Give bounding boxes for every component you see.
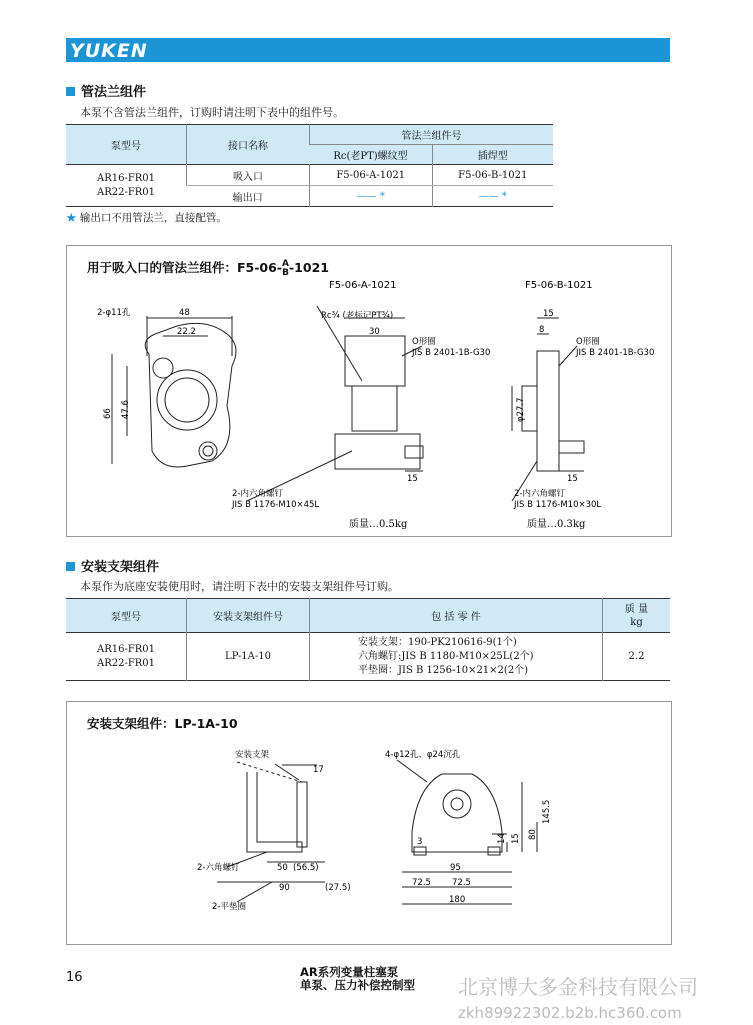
th2-mass: 质 量 kg	[603, 599, 671, 633]
bolt-hole-bottom	[199, 442, 217, 460]
flange-table	[66, 124, 553, 207]
square-bullet-icon	[66, 87, 75, 96]
flange-note: ★ 输出口不用管法兰，直接配管。	[66, 212, 227, 224]
dim-275: (27.5)	[325, 883, 351, 893]
th2-pump: 泵型号	[111, 612, 141, 623]
flange-drawing-box	[66, 245, 672, 537]
dim-15b: 15	[543, 309, 554, 319]
td-port-out: 输出口	[232, 192, 263, 204]
bracket-drawings	[67, 702, 671, 944]
th-port: 接口名称	[187, 125, 310, 165]
bolt-b1: 2-内六角螺钉	[514, 489, 565, 499]
bracket-front	[412, 774, 502, 852]
th-rc: Rc(老PT)螺纹型	[333, 151, 408, 162]
lbl-bolt: 2-六角螺钉	[197, 863, 240, 873]
dim-66: 66	[103, 408, 113, 419]
bolt-b2: JIS B 1176-M10×30L	[514, 500, 602, 510]
footer-title: AR系列变量柱塞泵 单泵、压力补偿控制型	[300, 965, 415, 992]
page-number: 16	[66, 970, 83, 985]
bracket-drawing-box	[66, 701, 672, 945]
dim-277: φ27.7	[516, 397, 526, 422]
dim-30: 30	[369, 327, 380, 337]
th-group: 管法兰组件号	[310, 125, 554, 145]
section-desc-flange: 本泵不含管法兰组件，订购时请注明下表中的组件号。	[80, 106, 344, 119]
td-out-rc: —— *	[310, 186, 433, 207]
jis-oring-b: JIS B 2401-1B-G30	[576, 348, 655, 358]
yuken-logo: YUKEN	[70, 40, 148, 62]
dim-565: (56.5)	[293, 863, 319, 873]
flange-bore-inner	[165, 378, 209, 422]
dim-14: 14	[497, 833, 507, 844]
dim-50: 50	[277, 863, 288, 873]
dim-80: 80	[528, 829, 538, 840]
box2-title: 安装支架组件：LP-1A-10	[87, 716, 238, 731]
dim-90: 90	[279, 883, 290, 893]
th-pump: 泵型号	[111, 141, 141, 152]
oring-b: O形圈	[576, 337, 600, 347]
dim-95: 95	[450, 863, 461, 873]
bolt-a2: JIS B 1176-M10×45L	[232, 500, 320, 510]
bolt-a1: 2-内六角螺钉	[232, 489, 283, 499]
th-weld: 插焊型	[432, 145, 553, 165]
td-out-weld: —— *	[432, 186, 553, 207]
lbl-washer: 2-平垫圈	[212, 902, 246, 912]
td2-mass: 2.2	[603, 633, 671, 681]
section-desc-bracket: 本泵作为底座安装使用时，请注明下表中的安装支架组件号订购。	[80, 580, 399, 593]
dim-725a: 72.5	[412, 878, 431, 888]
td2-kit: LP-1A-10	[187, 633, 310, 681]
flange-drawings	[67, 246, 671, 536]
section-title-flange: 管法兰组件	[66, 81, 146, 100]
dim-17: 17	[313, 765, 324, 775]
jis-oring-a: JIS B 2401-1B-G30	[412, 348, 491, 358]
dim-15a: 15	[407, 474, 418, 484]
watermark: 北京博大多金科技有限公司 zkh89922302.b2b.hc360.com	[458, 975, 698, 1022]
lbl-bracket: 安装支架	[235, 750, 270, 760]
sub-title-b: F5-06-B-1021	[525, 280, 593, 291]
square-bullet-icon	[66, 562, 75, 571]
dim-15: 15	[511, 833, 521, 844]
dim-180: 180	[449, 895, 466, 905]
dim-3: 3	[417, 837, 423, 847]
dim-8: 8	[539, 325, 545, 335]
td-in-weld: F5-06-B-1021	[432, 165, 553, 186]
oring-a: O形圈	[412, 337, 436, 347]
dim-22: 22.2	[177, 327, 196, 337]
header-bar	[66, 38, 670, 62]
dim-15c: 15	[567, 474, 578, 484]
section-title-bracket: 安装支架组件	[66, 556, 159, 575]
dim-48: 48	[179, 308, 190, 318]
sub-title-a: F5-06-A-1021	[329, 280, 397, 291]
dim-1455: 145.5	[542, 799, 552, 824]
td2-pumps: AR16-FR01 AR22-FR01	[96, 643, 156, 669]
dim-725b: 72.5	[452, 878, 471, 888]
dim-hole-label: 2-φ11孔	[97, 308, 131, 318]
dim-47: 47.6	[121, 400, 131, 419]
bracket-table	[66, 598, 670, 681]
td-in-rc: F5-06-A-1021	[310, 165, 433, 186]
mass-a: 质量…0.5kg	[349, 519, 408, 530]
box1-title: 用于吸入口的管法兰组件：F5-06-A B-1021	[87, 258, 329, 278]
mass-b: 质量…0.3kg	[527, 519, 586, 530]
rc-label: Rc¾ (老标记PT¾)	[321, 311, 394, 321]
th2-kit: 安装支架组件号	[187, 599, 310, 633]
bolt-hole-top	[153, 358, 173, 378]
td-port-in: 吸入口	[187, 165, 310, 186]
bracket-side	[247, 772, 302, 852]
td-pump-models: AR16-FR01 AR22-FR01	[96, 172, 156, 198]
td2-parts: 安装支架：190-PK210616-9(1个) 六角螺钉:JIS B 1180-M10×25L(2个) 平垫圈：JIS B 1256-10×21×2(2个)	[310, 633, 603, 681]
lbl-holes: 4-φ12孔、φ24沉孔	[385, 750, 461, 760]
flange-bore-outer	[157, 370, 217, 430]
th2-parts: 包 括 零 件	[310, 599, 603, 633]
flange-front-outline	[145, 323, 236, 467]
